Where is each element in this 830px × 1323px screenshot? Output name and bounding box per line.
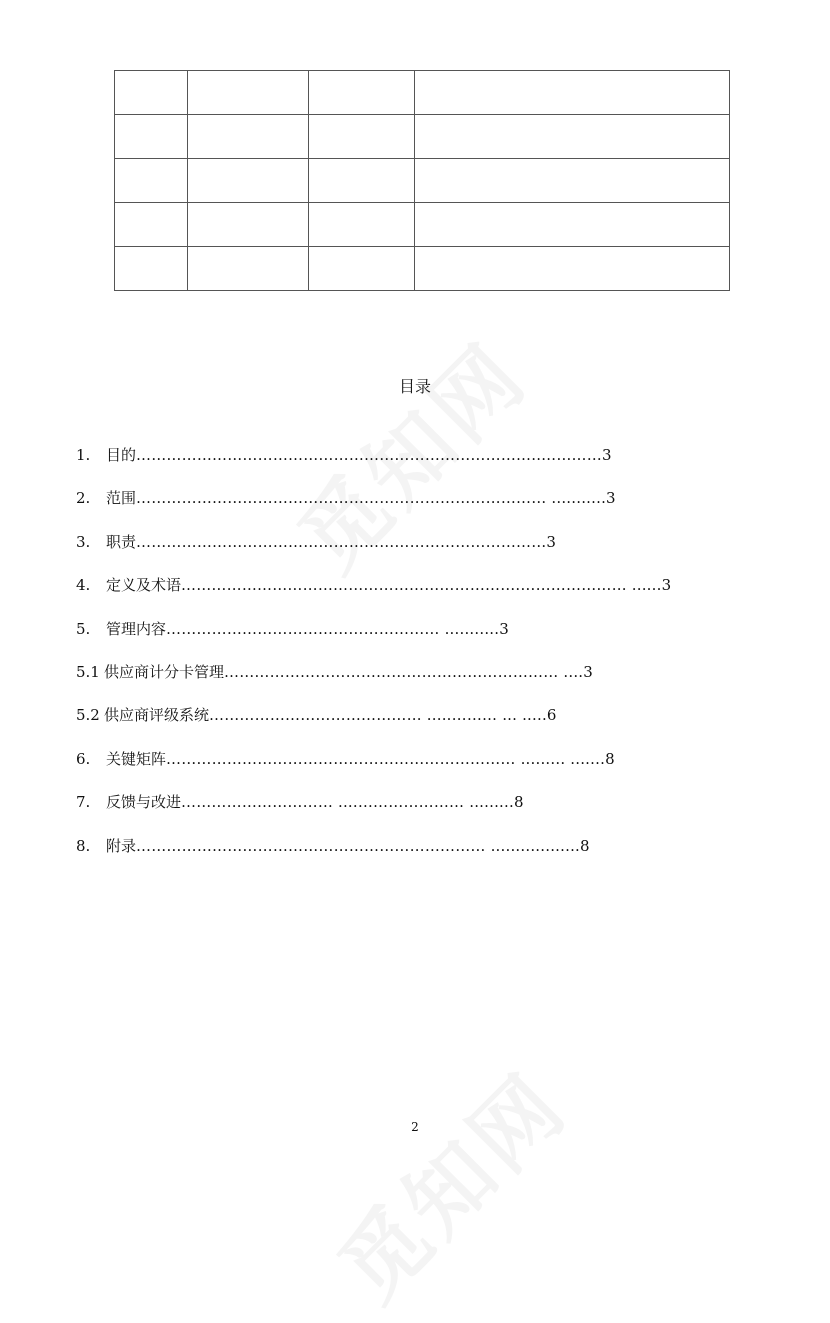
table-cell (309, 159, 415, 203)
table-cell (309, 71, 415, 115)
table-row (115, 71, 730, 115)
toc-entry-number: 8. (76, 836, 91, 855)
toc-entry[interactable] (76, 748, 716, 791)
toc-entry[interactable] (76, 835, 716, 878)
revision-table (114, 70, 730, 291)
toc-entry-leader-2: ……………… .................. (394, 836, 581, 855)
toc-entry-title: 供应商计分卡管理 (104, 662, 225, 681)
table-cell (309, 203, 415, 247)
table-row (115, 159, 730, 203)
watermark (307, 1041, 590, 1323)
toc-entry-page: 3 (546, 532, 556, 551)
toc-entry-title: 反馈与改进 (106, 793, 182, 812)
table-cell (415, 71, 730, 115)
toc-entry-page: 6 (546, 706, 557, 725)
toc-entry-leader: …………………………………………… (136, 836, 395, 855)
toc-entry[interactable] (76, 444, 716, 487)
toc-entry-title: 目的 (106, 446, 137, 464)
toc-entry-page: 3 (661, 576, 672, 595)
toc-entry-leader-2: ………..………… (485, 446, 602, 464)
table-row (115, 203, 730, 247)
toc-entry-title: 关键矩阵 (106, 749, 167, 768)
toc-entry[interactable] (76, 791, 716, 834)
toc-entry[interactable] (76, 574, 716, 617)
table-cell (188, 115, 309, 159)
toc-entry-title: 定义及术语 (106, 576, 182, 595)
table-cell (309, 247, 415, 291)
toc-entry-page: 3 (601, 446, 612, 464)
toc-entry-page: 3 (606, 489, 616, 508)
toc-title: 目录 (398, 377, 431, 396)
table-cell (415, 203, 730, 247)
toc-entry[interactable] (76, 618, 716, 661)
table-cell (415, 247, 730, 291)
toc-entry-number: 6. (76, 749, 91, 768)
toc-entry-page: 8 (605, 749, 615, 768)
toc-entry-page: 3 (499, 619, 509, 638)
table-row (115, 115, 730, 159)
toc-entry-leader: ……………… (224, 662, 316, 681)
toc-entry-number: 5. (76, 619, 91, 638)
toc-entry-number: 4. (76, 576, 91, 595)
toc-entry[interactable] (76, 704, 716, 747)
table-cell (115, 71, 188, 115)
toc-entry-leader: …………………………… (209, 706, 377, 725)
toc-entry[interactable] (76, 531, 716, 574)
toc-entry-leader: …………………………………………………………… (136, 489, 486, 508)
table-cell (115, 115, 188, 159)
table-cell (115, 159, 188, 203)
toc-entry-number: 1. (76, 446, 91, 464)
table-cell (115, 203, 188, 247)
toc-entry-number: 5.2 (76, 706, 100, 725)
toc-entry-number: 3. (76, 532, 91, 551)
toc-entry-leader-2: …………….………………… ...... (439, 576, 662, 595)
toc-entry-number: 5.1 (76, 662, 100, 681)
toc-entry-title: 职责 (106, 532, 137, 551)
table-cell (188, 247, 309, 291)
page-number: 2 (411, 1120, 419, 1134)
toc-entry-leader-2: ………… ........... (485, 489, 607, 508)
toc-entry[interactable] (76, 661, 716, 704)
toc-entry-leader-2: ………………… ........... (333, 619, 500, 638)
toc-entry-leader: ………………… (181, 793, 288, 812)
toc-entry-title: 管理内容 (106, 619, 167, 638)
table-of-contents (76, 444, 716, 878)
table-cell (115, 247, 188, 291)
toc-entry-leader-2: ………………………………………… .... (315, 662, 584, 681)
toc-entry-leader-2: ……………… ......... ....... (424, 749, 606, 768)
table-cell (188, 203, 309, 247)
toc-entry-leader-2: ……… ....………………… ......... (287, 793, 514, 812)
table-cell (188, 71, 309, 115)
toc-entry-page: 3 (583, 662, 593, 681)
toc-entry-page: 8 (580, 836, 590, 855)
table-cell (309, 115, 415, 159)
toc-entry-leader-2: ……… .....……… ... ..... (376, 706, 547, 725)
toc-entry-number: 7. (76, 793, 91, 812)
toc-entry-leader: …………………………… (166, 619, 334, 638)
table-cell (415, 159, 730, 203)
toc-entry-leader: ……………………………………………………………………… (136, 532, 547, 551)
toc-entry-leader: …………………………………………………………… (136, 446, 486, 464)
toc-entry-page: 8 (513, 793, 524, 812)
toc-entry-title: 附录 (106, 836, 137, 855)
toc-entry-title: 范围 (106, 489, 137, 508)
table-cell (188, 159, 309, 203)
toc-entry[interactable] (76, 487, 716, 530)
toc-entry-leader: …………………………………………… (181, 576, 440, 595)
toc-entry-number: 2. (76, 489, 91, 508)
toc-entry-leader: …………………………………………… (166, 749, 425, 768)
table-cell (415, 115, 730, 159)
toc-entry-title: 供应商评级系统 (104, 706, 210, 725)
table-row (115, 247, 730, 291)
